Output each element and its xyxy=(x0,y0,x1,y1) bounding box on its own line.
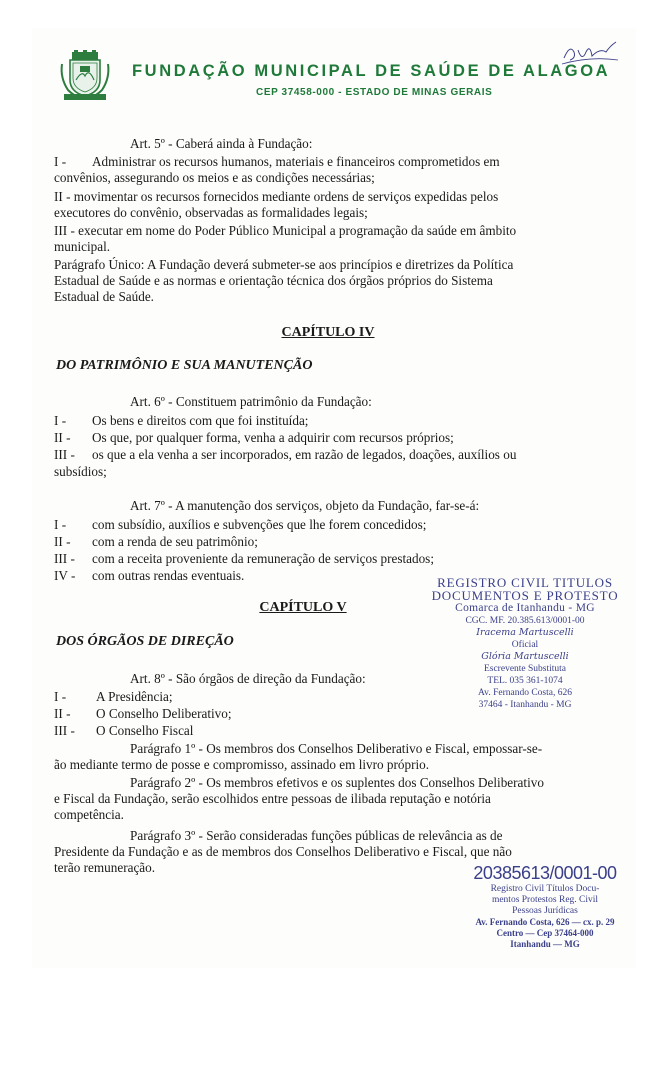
art5-item-iii-line1: III - executar em nome do Poder Público Municipal a programação da saúde em âmbito xyxy=(54,223,517,238)
handwritten-signature-icon xyxy=(560,38,620,68)
art8-item-text: O Conselho Fiscal xyxy=(96,723,194,738)
art8-item-number: I - xyxy=(54,689,67,704)
art8-heading: Art. 8º - São órgãos de direção da Fundação: xyxy=(130,671,366,686)
art7-item-number: II - xyxy=(54,534,71,549)
chapter-iv-section-title: DO PATRIMÔNIO E SUA MANUTENÇÃO xyxy=(56,358,313,373)
registry-stamp-line: TEL. 035 361-1074 xyxy=(487,676,563,686)
art6-item-text: os que a ela venha a ser incorporados, em razão de legados, doações, auxílios ou xyxy=(92,447,517,462)
cnpj-stamp-line: Centro — Cep 37464-000 xyxy=(496,928,594,938)
art5-item-i-line1: Administrar os recursos humanos, materiais e financeiros comprometidos em xyxy=(92,154,500,169)
art5-item-i-line2: convênios, assegurando os meios e as condições necessárias; xyxy=(54,170,375,185)
art5-item-iii-line2: municipal. xyxy=(54,239,111,254)
art8-paragraph1-line1: Parágrafo 1º - Os membros dos Conselhos Deliberativo e Fiscal, empossar-se- xyxy=(130,741,543,756)
art6-item-text: Os bens e direitos com que foi instituída; xyxy=(92,413,309,428)
registry-stamp-line: Comarca de Itanhandu - MG xyxy=(455,602,595,614)
chapter-iv-title: CAPÍTULO IV xyxy=(281,325,375,340)
registry-stamp-line: REGISTRO CIVIL TITULOS xyxy=(437,575,613,590)
registry-stamp-line: Av. Fernando Costa, 626 xyxy=(478,688,572,698)
municipal-coat-of-arms-icon xyxy=(58,50,112,102)
registry-stamp-line: DOCUMENTOS E PROTESTO xyxy=(431,588,619,603)
art7-item-number: I - xyxy=(54,517,67,532)
art7-heading: Art. 7º - A manutenção dos serviços, objeto da Fundação, far-se-á: xyxy=(130,498,480,513)
art5-item-i-number: I - xyxy=(54,154,67,169)
registry-stamp-line: CGC. MF. 20.385.613/0001-00 xyxy=(465,616,585,626)
cnpj-stamp xyxy=(452,862,638,950)
cnpj-stamp-line: Pessoas Jurídicas xyxy=(512,906,578,916)
art5-heading: Art. 5º - Caberá ainda à Fundação: xyxy=(130,136,313,151)
chapter-v-title: CAPÍTULO V xyxy=(259,600,347,615)
art8-paragraph3-line3: terão remuneração. xyxy=(54,860,156,875)
art6-item-number: I - xyxy=(54,413,67,428)
art8-item-text: O Conselho Deliberativo; xyxy=(96,706,232,721)
cnpj-stamp-line: Av. Fernando Costa, 626 — cx. p. 29 xyxy=(475,917,615,927)
art7-item-text: com a renda de seu patrimônio; xyxy=(92,534,258,549)
organization-name: FUNDAÇÃO MUNICIPAL DE SAÚDE DE ALAGOA xyxy=(132,62,611,80)
art6-heading: Art. 6º - Constituem patrimônio da Fundação: xyxy=(130,394,372,409)
art7-item-number: IV - xyxy=(54,568,76,583)
art8-paragraph3-line2: Presidente da Fundação e as de membros dos Conselhos Deliberativo e Fiscal, que não xyxy=(54,844,512,859)
cnpj-number: 20385613/0001-00 xyxy=(473,863,617,883)
art8-paragraph2-line3: competência. xyxy=(54,807,124,822)
art8-item-text: A Presidência; xyxy=(96,689,173,704)
art8-paragraph2-line2: e Fiscal da Fundação, serão escolhidos entre pessoas de ilibada reputação e notória xyxy=(54,791,491,806)
registry-stamp-line: Oficial xyxy=(511,640,539,650)
art8-item-number: III - xyxy=(54,723,75,738)
cnpj-stamp-line: mentos Protestos Reg. Civil xyxy=(491,895,599,905)
art5-item-ii-line2: executores do convênio, observadas as formalidades legais; xyxy=(54,205,368,220)
art7-item-text: com outras rendas eventuais. xyxy=(92,568,245,583)
art7-item-text: com a receita proveniente da remuneração de serviços prestados; xyxy=(92,551,434,566)
registry-stamp-line: Escrevente Substituta xyxy=(483,664,567,674)
art6-item-text: Os que, por qualquer forma, venha a adquirir com recursos próprios; xyxy=(92,430,454,445)
registry-stamp xyxy=(420,576,630,711)
art6-item-number: III - xyxy=(54,447,75,462)
art7-item-text: com subsídio, auxílios e subvenções que lhe forem concedidos; xyxy=(92,517,427,532)
art6-item-number: II - xyxy=(54,430,71,445)
chapter-v-section-title: DOS ÓRGÃOS DE DIREÇÃO xyxy=(56,634,234,649)
art5-item-ii-line1: II - movimentar os recursos fornecidos mediante ordens de serviços expedidas pelos xyxy=(54,189,499,204)
organization-address: CEP 37458-000 - ESTADO DE MINAS GERAIS xyxy=(256,87,493,98)
art7-item-number: III - xyxy=(54,551,75,566)
art8-paragraph2-line1: Parágrafo 2º - Os membros efetivos e os suplentes dos Conselhos Deliberativo xyxy=(130,775,544,790)
art8-paragraph3-line1: Parágrafo 3º - Serão consideradas funções públicas de relevância as de xyxy=(130,828,503,843)
registry-stamp-line: 37464 - Itanhandu - MG xyxy=(478,700,572,710)
art5-paragraph-line2: Estadual de Saúde e as normas e orientação técnica dos órgãos próprios do Sistema xyxy=(54,273,493,288)
registry-stamp-line: Glória Martuscelli xyxy=(481,651,569,662)
registry-stamp-line: Iracema Martuscelli xyxy=(476,627,574,638)
art8-item-number: II - xyxy=(54,706,71,721)
cnpj-stamp-line: Registro Civil Títulos Docu- xyxy=(490,884,600,894)
art5-paragraph-line1: Parágrafo Único: A Fundação deverá submeter-se aos princípios e diretrizes da Política xyxy=(54,257,514,272)
cnpj-stamp-line: Itanhandu — MG xyxy=(510,939,580,949)
art8-paragraph1-line2: ão mediante termo de posse e compromisso, assinado em livro próprio. xyxy=(54,757,430,772)
art5-paragraph-line3: Estadual de Saúde. xyxy=(54,289,154,304)
art6-item-iii-line2: subsídios; xyxy=(54,464,107,479)
